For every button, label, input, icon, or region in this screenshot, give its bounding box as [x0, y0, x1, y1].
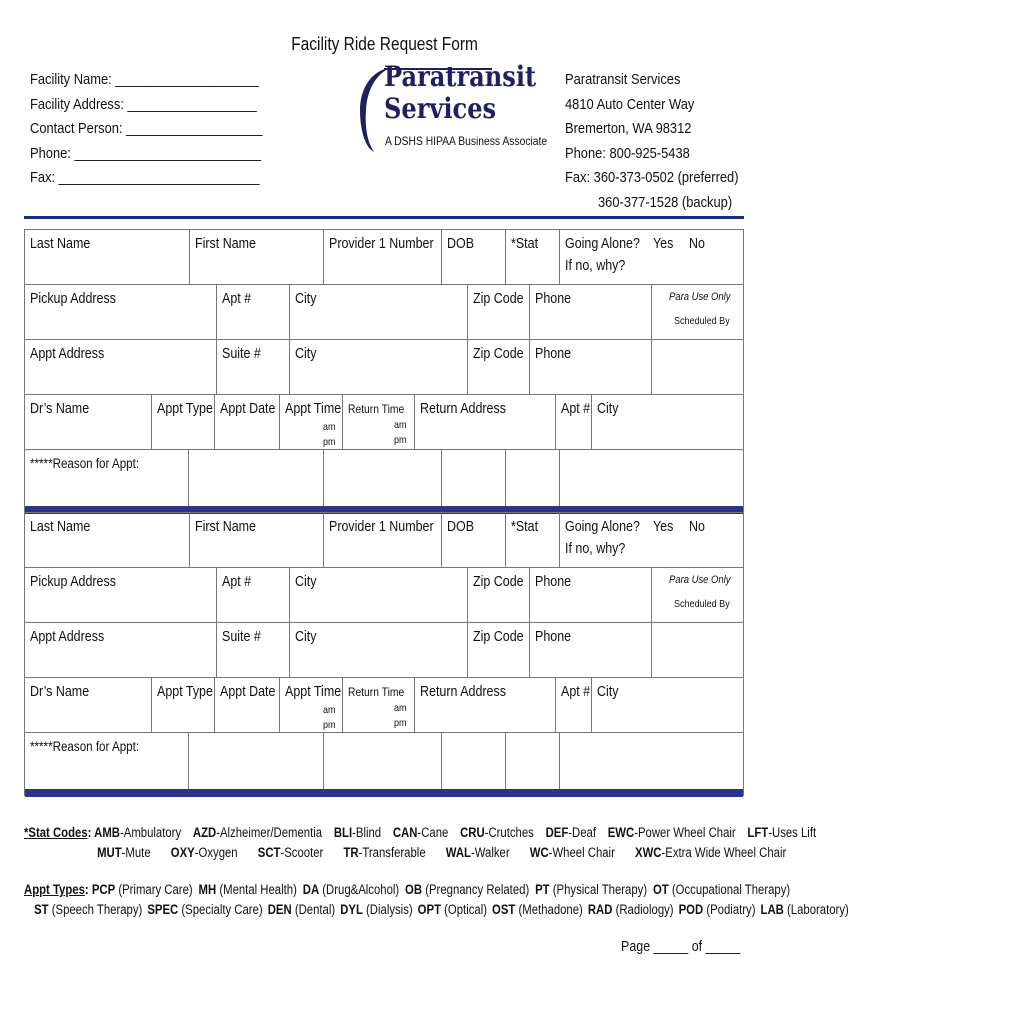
- contact-org: Paratransit Services: [565, 71, 681, 88]
- appt-address-cell[interactable]: Appt Address: [30, 346, 105, 362]
- legend-entry: SPEC (Specialty Care): [147, 902, 263, 917]
- logo-text-line2: Services: [384, 92, 497, 125]
- legend-entry: MUT-Mute: [97, 845, 151, 860]
- reason-cell-3[interactable]: [441, 733, 505, 789]
- legend-entry: CRU-Crutches: [460, 825, 534, 840]
- reason-row: [25, 733, 743, 789]
- appt-phone-cell[interactable]: Phone: [529, 623, 651, 677]
- legend-entry: PT (Physical Therapy): [535, 882, 648, 897]
- no-option: No: [689, 236, 705, 252]
- doctor-row: [25, 678, 743, 733]
- contact-phone: Phone: 800-925-5438: [565, 144, 690, 162]
- pickup-row: [25, 285, 743, 340]
- legend-entry: MH (Mental Health): [198, 882, 297, 897]
- appt-time-cell[interactable]: Appt Time am pm: [279, 395, 342, 449]
- page-number-line[interactable]: Page _____ of _____: [621, 939, 741, 955]
- appt-phone-cell[interactable]: Phone: [529, 340, 651, 394]
- return-apt-cell[interactable]: Apt #: [555, 395, 591, 449]
- legend-entry: SCT-Scooter: [257, 845, 324, 860]
- reason-label-cell: *****Reason for Appt:: [30, 739, 140, 754]
- no-option: No: [689, 519, 705, 535]
- stat-cell[interactable]: *Stat: [505, 513, 559, 567]
- going-alone-cell[interactable]: Going Alone? Yes No If no, why?: [559, 230, 743, 284]
- facility-name-field[interactable]: Facility Name: ____________________: [30, 71, 259, 88]
- provider-number-cell[interactable]: Provider 1 Number: [323, 513, 441, 567]
- appointment-address-row: [25, 340, 743, 395]
- stat-codes-legend: *Stat Codes: AMB-Ambulatory AZD-Alzheimer/Dementia BLI-Blind CAN-Cane CRU-Crutches DEF-Deaf EWC-Power Wheel Chair LFT-Uses Lift MUT-Mute OXY-Oxygen SCT-Scooter TR-Transferable WAL-Walker WC-Wheel Chair XWC-Extra Wide Wheel Chair: [24, 825, 817, 860]
- contact-fax-backup: 360-377-1528 (backup): [598, 193, 733, 211]
- first-name-cell[interactable]: First Name: [189, 230, 323, 284]
- logo-tagline: A DSHS HIPAA Business Associate: [385, 134, 548, 148]
- patient-row: [25, 513, 743, 568]
- appt-types-legend: Appt Types: PCP (Primary Care) MH (Mental Health) DA (Drug&Alcohol) OB (Pregnancy Related) PT (Physical Therapy) OT (Occupational Therapy) ST (Speech Therapy) SPEC (Specialty Care) DEN (Dental) DYL (Dialysis) OPT (Optical) OST (Methadone) RAD (Radiology) POD (Podiatry) LAB (Laboratory): [24, 882, 849, 917]
- fax-field[interactable]: Fax: ____________________________: [30, 169, 260, 186]
- para-use-cell: Para Use Only Scheduled By: [651, 285, 743, 339]
- legend-entry: DA (Drug&Alcohol): [302, 882, 400, 897]
- legend-entry: OB (Pregnancy Related): [405, 882, 530, 897]
- legend-entry: PCP (Primary Care): [91, 882, 193, 897]
- appt-time-cell[interactable]: Appt Time am pm: [279, 678, 342, 732]
- legend-entry: DYL (Dialysis): [340, 902, 413, 917]
- contact-person-field[interactable]: Contact Person: ___________________: [30, 120, 263, 137]
- legend-entry: EWC-Power Wheel Chair: [607, 825, 736, 840]
- appointment-address-row: [25, 623, 743, 678]
- dob-cell[interactable]: DOB: [441, 230, 505, 284]
- reason-cell-4[interactable]: [505, 450, 559, 506]
- drs-name-cell[interactable]: Dr’s Name: [30, 684, 90, 700]
- legend-entry: WC-Wheel Chair: [529, 845, 615, 860]
- appt-city-cell[interactable]: City: [289, 623, 467, 677]
- appt-suite-cell[interactable]: Suite #: [216, 623, 289, 677]
- patient-row: [25, 230, 743, 285]
- appt-date-cell[interactable]: Appt Date: [214, 395, 279, 449]
- legend-entry: OT (Occupational Therapy): [652, 882, 791, 897]
- legend-entry: TR-Transferable: [343, 845, 426, 860]
- legend-entry: CAN-Cane: [392, 825, 449, 840]
- doctor-row: [25, 395, 743, 450]
- appt-zip-cell[interactable]: Zip Code: [467, 623, 529, 677]
- legend-entry: POD (Podiatry): [678, 902, 756, 917]
- first-name-cell[interactable]: First Name: [189, 513, 323, 567]
- legend-entry: AZD-Alzheimer/Dementia: [192, 825, 323, 840]
- pickup-city-cell[interactable]: City: [289, 568, 467, 622]
- trip-request-block: [24, 512, 744, 796]
- yes-option: Yes: [653, 236, 674, 252]
- reason-cell-1[interactable]: [188, 733, 323, 789]
- trip-request-block: [24, 229, 744, 513]
- dob-cell[interactable]: DOB: [441, 513, 505, 567]
- pickup-row: [25, 568, 743, 623]
- return-address-cell[interactable]: Return Address: [414, 395, 555, 449]
- going-alone-cell[interactable]: Going Alone? Yes No If no, why?: [559, 513, 743, 567]
- pickup-apt-cell[interactable]: Apt #: [216, 568, 289, 622]
- reason-cell-2[interactable]: [323, 733, 441, 789]
- logo-text-line1: Paratransit: [384, 60, 537, 93]
- phone-field[interactable]: Phone: __________________________: [30, 144, 262, 162]
- reason-label-cell: *****Reason for Appt:: [30, 456, 140, 471]
- para-use-cell-lower: [651, 623, 743, 677]
- return-time-cell[interactable]: Return Time am pm: [342, 678, 414, 732]
- pickup-phone-cell[interactable]: Phone: [529, 285, 651, 339]
- legend-entry: AMB-Ambulatory: [94, 825, 182, 840]
- top-divider-bar: [24, 216, 744, 219]
- last-name-cell[interactable]: Last Name: [30, 519, 91, 535]
- pickup-address-cell[interactable]: Pickup Address: [30, 574, 116, 590]
- last-name-cell[interactable]: Last Name: [30, 236, 91, 252]
- appt-suite-cell[interactable]: Suite #: [216, 340, 289, 394]
- contact-city: Bremerton, WA 98312: [565, 120, 692, 137]
- pickup-address-cell[interactable]: Pickup Address: [30, 291, 116, 307]
- legend-entry: XWC-Extra Wide Wheel Chair: [635, 845, 787, 860]
- facility-address-field[interactable]: Facility Address: __________________: [30, 95, 257, 113]
- legend-entry: WAL-Walker: [445, 845, 510, 860]
- pickup-apt-cell[interactable]: Apt #: [216, 285, 289, 339]
- reason-cell-2[interactable]: [323, 450, 441, 506]
- contact-fax-preferred: Fax: 360-373-0502 (preferred): [565, 169, 739, 186]
- appt-date-cell[interactable]: Appt Date: [214, 678, 279, 732]
- return-address-cell[interactable]: Return Address: [414, 678, 555, 732]
- para-use-cell: Para Use Only Scheduled By: [651, 568, 743, 622]
- legend-entry: DEN (Dental): [267, 902, 336, 917]
- facility-fields: [30, 68, 300, 191]
- contact-block: [565, 68, 767, 215]
- appt-type-cell[interactable]: Appt Type: [151, 395, 214, 449]
- appt-zip-cell[interactable]: Zip Code: [467, 340, 529, 394]
- reason-cell-3[interactable]: [441, 450, 505, 506]
- reason-cell-1[interactable]: [188, 450, 323, 506]
- reason-cell-5[interactable]: [559, 450, 743, 506]
- legend-entry: LAB (Laboratory): [760, 902, 849, 917]
- legend-entry: DEF-Deaf: [545, 825, 596, 840]
- legend-entry: BLI-Blind: [333, 825, 382, 840]
- legend-entry: RAD (Radiology): [587, 902, 674, 917]
- pickup-phone-cell[interactable]: Phone: [529, 568, 651, 622]
- stat-cell[interactable]: *Stat: [505, 230, 559, 284]
- block-divider-bar: [25, 789, 743, 797]
- pickup-city-cell[interactable]: City: [289, 285, 467, 339]
- return-time-cell[interactable]: Return Time am pm: [342, 395, 414, 449]
- legend-entry: LFT-Uses Lift: [747, 825, 817, 840]
- reason-cell-5[interactable]: [559, 733, 743, 789]
- para-use-cell-lower: [651, 340, 743, 394]
- page-title: Facility Ride Request Form: [291, 34, 479, 54]
- appt-type-cell[interactable]: Appt Type: [151, 678, 214, 732]
- contact-street: 4810 Auto Center Way: [565, 95, 695, 113]
- legend-entry: ST (Speech Therapy): [34, 902, 143, 917]
- appt-address-cell[interactable]: Appt Address: [30, 629, 105, 645]
- reason-cell-4[interactable]: [505, 733, 559, 789]
- reason-row: [25, 450, 743, 506]
- drs-name-cell[interactable]: Dr’s Name: [30, 401, 90, 417]
- return-city-cell[interactable]: City: [591, 395, 743, 449]
- appt-city-cell[interactable]: City: [289, 340, 467, 394]
- legend-entry: OXY-Oxygen: [170, 845, 238, 860]
- pickup-zip-cell[interactable]: Zip Code: [467, 285, 529, 339]
- legend-entry: OPT (Optical): [417, 902, 488, 917]
- return-apt-cell[interactable]: Apt #: [555, 678, 591, 732]
- provider-number-cell[interactable]: Provider 1 Number: [323, 230, 441, 284]
- legend-entry: OST (Methadone): [492, 902, 583, 917]
- yes-option: Yes: [653, 519, 674, 535]
- return-city-cell[interactable]: City: [591, 678, 743, 732]
- pickup-zip-cell[interactable]: Zip Code: [467, 568, 529, 622]
